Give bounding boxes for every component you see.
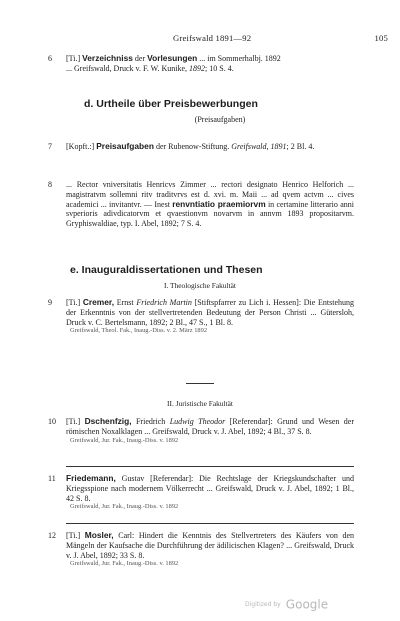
entry-text-part: [Stiftspfarrer zu Lich i. Hessen]: Die Entstehung der Erkenntnis von der stellvertretenden Bedeutung der Person Christi ... Gütersloh, Druck v. C. Bertelsmann, 1892; 2 Bl., 47 S., 1 Bl. 8. xyxy=(66,298,354,327)
entry-text-part: ... Rector vniversitatis Henricvs Zimmer ... rectori designato Henrico Helforich ... magistratvm sollemni ritv traditvrvs est d. xvi. m. Maii ... ad qvem actvm ... cives academici ... invitantvr. — Inest xyxy=(66,180,354,209)
entry-text xyxy=(66,54,354,74)
entry-12 xyxy=(48,530,354,568)
watermark-brand: Google xyxy=(285,597,329,612)
entry-number: 8 xyxy=(48,180,52,189)
faculty-heading-theology: I. Theologische Fakultät xyxy=(164,281,236,290)
entry-keyword: Friedemann, xyxy=(66,473,116,483)
entry-text-part: ... Greifswald, Druck v. F. W. Kunike, xyxy=(66,63,190,73)
entry-7 xyxy=(48,141,354,152)
entry-number: 11 xyxy=(48,474,56,483)
entry-text-part: der Rubenow-Stiftung. xyxy=(153,142,232,151)
entry-number: 10 xyxy=(48,417,56,426)
entry-keyword: Cremer, xyxy=(82,297,115,307)
entry-text-part: Ernst xyxy=(114,298,137,307)
divider-rule xyxy=(186,383,214,384)
entry-number: 7 xyxy=(48,142,52,151)
divider-rule xyxy=(66,523,354,524)
entry-text-part: [Referendar]: Grund und Wesen der römischen Noxalklagen ... Greifswald, Druck v. J. Abel, 1892; 4 Bl., 37 S. 8. xyxy=(66,417,355,436)
entry-footnote: Greifswald, Jur. Fak., Inaug.-Diss. v. 1892 xyxy=(70,560,179,568)
entry-italic: 1892 xyxy=(189,63,206,73)
entry-footnote: Greifswald, Theol. Fak., Inaug.-Diss. v. 2. März 1892 xyxy=(70,327,208,335)
entry-text-part: der xyxy=(132,54,148,63)
entry-text-part: Gustav [Referendar]: Die Rechtslage der Kriegskundschafter und Kriegsspione nach modernem Völkerrecht ... Greifswald, Druck v. J. Abel, 1892; 1 Bl., 42 S. 8. xyxy=(66,474,354,503)
entry-text-part: ... im Sommerhalbj. 1892 xyxy=(197,54,281,63)
entry-bracket: [Ti.] xyxy=(66,531,85,540)
entry-bracket: [Ti.] xyxy=(66,298,83,307)
section-d-subtitle: (Preisaufgaben) xyxy=(194,115,246,124)
entry-keyword: Mosler, xyxy=(84,530,114,540)
entry-text-part: ; 10 S. 4. xyxy=(205,63,234,73)
entry-bracket: [Kopft.:] xyxy=(66,142,97,151)
entry-keyword: Verzeichniss xyxy=(82,53,133,63)
divider-rule xyxy=(66,466,354,467)
entry-keyword: Vorlesungen xyxy=(147,53,198,63)
entry-8 xyxy=(48,180,354,229)
entry-text xyxy=(66,180,354,229)
entry-footnote: Greifswald, Jur. Fak., Inaug.-Diss. v. 1892 xyxy=(70,503,179,511)
header-title: Greifswald 1891—92 xyxy=(173,33,252,43)
entry-text-part: in certamine litterario anni svperioris adivdicatorvm et qvaestionvm novarvm in annvm 1893 propositarvm. Gryphiswaldiae, typ. I. Abel, 1892; 7 S. 4. xyxy=(66,199,354,229)
entry-footnote: Greifswald, Jur. Fak., Inaug.-Diss. v. 1892 xyxy=(70,436,179,444)
entry-italic: Ludwig Theodor xyxy=(169,417,226,426)
entry-11 xyxy=(48,473,354,511)
entry-keyword: Preisaufgaben xyxy=(96,141,154,151)
entry-9 xyxy=(48,297,354,335)
entry-bracket: [Ti.] xyxy=(66,54,81,63)
entry-text xyxy=(66,417,354,437)
entry-number: 6 xyxy=(48,54,52,63)
entry-10 xyxy=(48,416,355,445)
faculty-heading-law: II. Juristische Fakultät xyxy=(167,399,233,408)
entry-italic: Greifswald, 1891 xyxy=(231,142,287,151)
entry-keyword: Dschenfzig, xyxy=(84,416,132,426)
entry-text xyxy=(66,298,354,327)
section-e-title: e. Inauguraldissertationen und Thesen xyxy=(70,264,263,276)
section-d-title: d. Urtheile über Preisbewerbungen xyxy=(84,98,258,110)
google-watermark xyxy=(245,594,328,613)
entry-bracket: [Ti.] xyxy=(66,417,85,426)
entry-text-part: ; 2 Bl. 4. xyxy=(286,142,315,151)
entry-italic: Friedrich Martin xyxy=(136,298,192,307)
entry-text-part: Friedrich xyxy=(131,417,170,426)
entry-text xyxy=(66,531,354,560)
entry-text xyxy=(66,142,354,152)
page-number: 105 xyxy=(374,33,388,43)
watermark-by: Digitized by xyxy=(245,601,281,608)
entry-number: 9 xyxy=(48,298,52,307)
entry-text xyxy=(66,474,354,503)
entry-keyword: renvntiatio praemiorvm xyxy=(172,198,266,209)
entry-number: 12 xyxy=(48,531,56,540)
entry-text-part: Carl: Hindert die Kenntnis des Stellvertreters des Käufers von den Mängeln der Kaufsache die Durchführung der ädilicischen Klagen? ... Greifswald, Druck v. J. Abel, 1892; 33 S. 8. xyxy=(66,531,354,560)
entry-6 xyxy=(48,53,354,74)
